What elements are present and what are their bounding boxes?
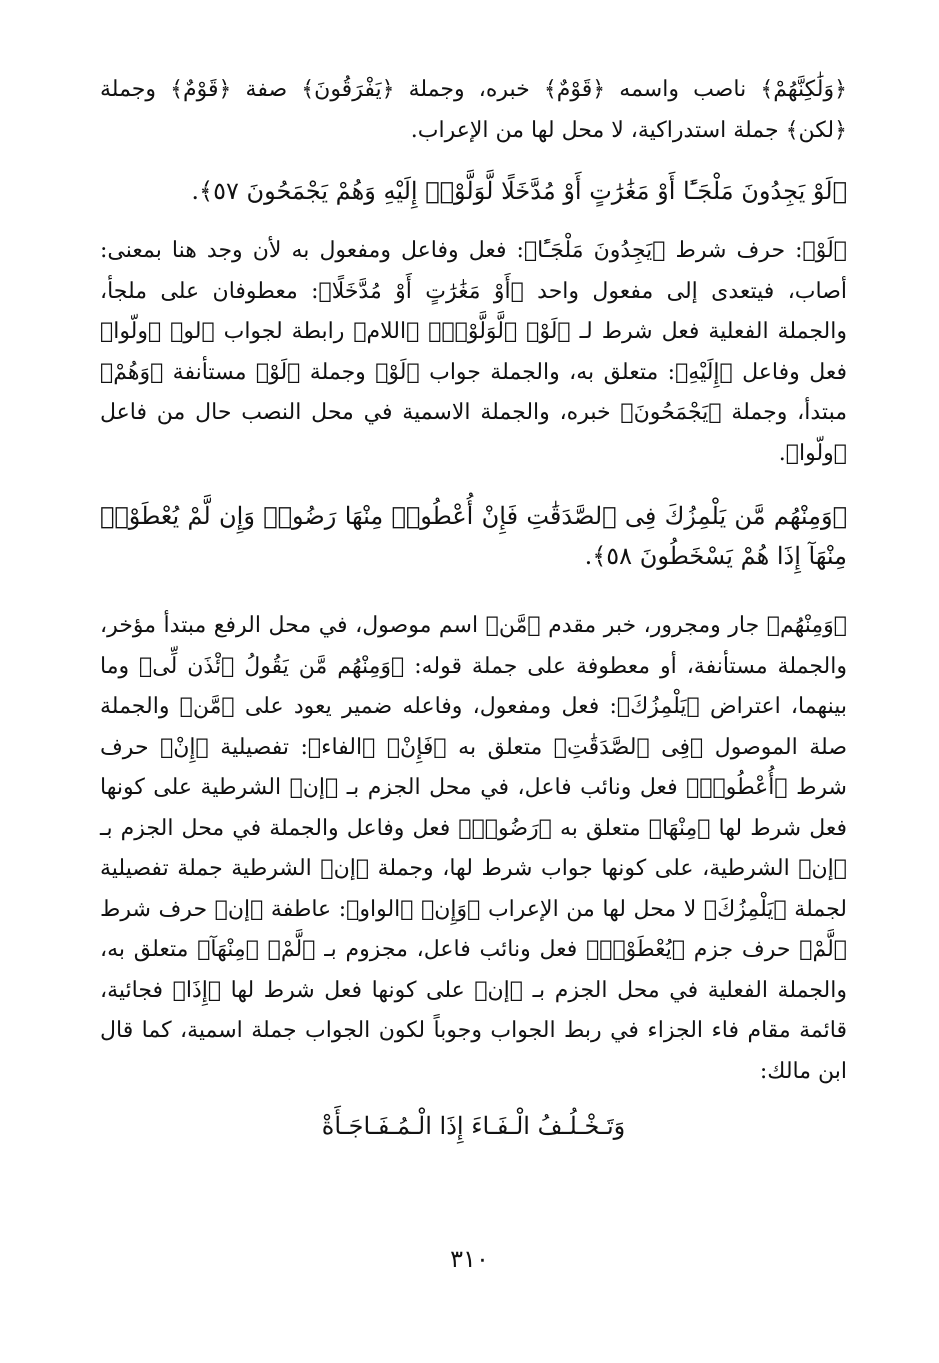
paragraph-irab-verse-57: ﴿لَوْ﴾: حرف شرط ﴿يَجِدُونَ مَلْجَـًٔا﴾: فعل وفاعل ومفعول به لأن وجد هنا بمعنى: أصاب، فيتعدى إلى مفعول واحد ﴿أَوْ مَغَٰرَٰتٍ أَوْ مُدَّخَلًا﴾: معطوفان على ملجأ، والجملة الفعلية فعل شرط لـ ﴿لَوْ﴾ ﴿لَّوَلَّوْا۟﴾ ﴿اللام﴾ رابطة لجواب ﴿لو﴾ ﴿ولّوا﴾ فعل وفاعل ﴿إِلَيْهِ﴾: متعلق به، والجملة جواب ﴿لَوْ﴾ وجملة ﴿لَوْ﴾ مستأنفة ﴿وَهُمْ﴾ مبتدأ، وجملة ﴿يَجْمَحُونَ﴾ خبره، والجملة الاسمية في محل النصب حال من فاعل ﴿ولّوا﴾. [100, 238, 847, 466]
quran-verse-58: ﴿وَمِنْهُم مَّن يَلْمِزُكَ فِى ٱلصَّدَقَٰتِ فَإِنْ أُعْطُوا۟ مِنْهَا رَضُوا۟ وَإِن لَّمْ يُعْطَوْا۟ مِنْهَآ إِذَا هُمْ يَسْخَطُونَ ٥٨﴾. [100, 502, 847, 570]
paragraph-irab-lakinnahum: ﴿وَلَٰكِنَّهُمْ﴾ ناصب واسمه ﴿قَوْمٌ﴾ خبره، وجملة ﴿يَفْرَقُونَ﴾ صفة ﴿قَوْمٌ﴾ وجملة ﴿لكن﴾ جملة استدراكية، لا محل لها من الإعراب. [100, 77, 847, 143]
poem-line: وَتَـخْـلُـفُ الْـفَـاءَ إِذَا الْـمُـفَـاجَـأَةْ [321, 1112, 626, 1140]
quran-verse-57: ﴿لَوْ يَجِدُونَ مَلْجَـًٔا أَوْ مَغَٰرَٰتٍ أَوْ مُدَّخَلًا لَّوَلَّوْا۟ إِلَيْهِ وَهُمْ يَجْمَحُونَ ٥٧﴾. [191, 177, 847, 205]
page-number: ٣١٠ [450, 1245, 489, 1273]
paragraph-irab-verse-58: ﴿وَمِنْهُم﴾ جار ومجرور، خبر مقدم ﴿مَّن﴾ اسم موصول، في محل الرفع مبتدأ مؤخر، والجملة مستأنفة، أو معطوفة على جملة قوله: ﴿وَمِنْهُم مَّن يَقُولُ ٱئْذَن لِّى﴾ وما بينهما، اعتراض ﴿يَلْمِزُكَ﴾: فعل ومفعول، وفاعله ضمير يعود على ﴿مَّن﴾ والجملة صلة الموصول ﴿فِى ٱلصَّدَقَٰتِ﴾ متعلق به ﴿فَإِنْ﴾ ﴿الفاء﴾: تفصيلية ﴿إِنْ﴾ حرف شرط ﴿أُعْطُوا۟﴾ فعل ونائب فاعل، في محل الجزم بـ ﴿إن﴾ الشرطية على كونها فعل شرط لها ﴿مِنْهَا﴾ متعلق به ﴿رَضُوا۟﴾ فعل وفاعل والجملة في محل الجزم بـ ﴿إن﴾ الشرطية، على كونها جواب شرط لها، وجملة ﴿إن﴾ الشرطية جملة تفصيلية لجملة ﴿يَلْمِزُكَ﴾ لا محل لها من الإعراب ﴿وَإِن﴾ ﴿الواو﴾: عاطفة ﴿إن﴾ حرف شرط ﴿لَّمْ﴾ حرف جزم ﴿يُعْطَوْا۟﴾ فعل ونائب فاعل، مجزوم بـ ﴿لَّمْ﴾ ﴿مِنْهَآ﴾ متعلق به، والجملة الفعلية في محل الجزم بـ ﴿إن﴾ على كونها فعل شرط لها ﴿إِذَا﴾ فجائية، قائمة مقام فاء الجزاء في ربط الجواب وجوباً لكون الجواب جملة اسمية، كما قال ابن مالك: [100, 613, 847, 1084]
